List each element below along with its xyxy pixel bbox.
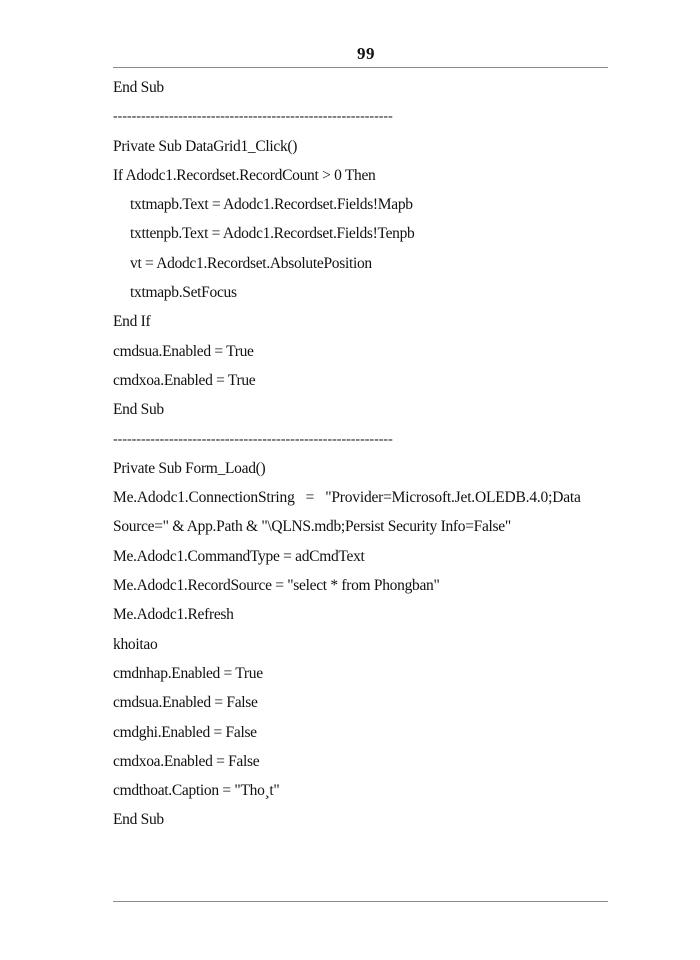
code-line: vt = Adodc1.Recordset.AbsolutePosition: [130, 254, 372, 272]
code-line: cmdnhap.Enabled = True: [113, 664, 263, 682]
code-line: Me.Adodc1.CommandType = adCmdText: [113, 547, 365, 565]
code-line: cmdxoa.Enabled = False: [113, 752, 260, 770]
code-line: Me.Adodc1.Refresh: [113, 606, 234, 624]
code-line: Private Sub Form_Load(): [113, 459, 266, 477]
separator-line: ------------------------------------------------------------: [113, 431, 393, 447]
code-line: Private Sub DataGrid1_Click(): [113, 137, 298, 155]
code-line: cmdthoat.Caption = "Tho¸t": [113, 782, 280, 800]
code-line: cmdghi.Enabled = False: [113, 723, 257, 741]
code-line: If Adodc1.Recordset.RecordCount > 0 Then: [113, 166, 376, 184]
code-line: Source=" & App.Path & "\QLNS.mdb;Persist Security Info=False": [113, 518, 511, 536]
code-line: End Sub: [113, 79, 164, 96]
separator-line: ------------------------------------------------------------: [113, 109, 393, 125]
code-line: txtmapb.SetFocus: [130, 284, 237, 302]
code-line: cmdsua.Enabled = True: [113, 342, 254, 360]
code-line: End Sub: [113, 401, 164, 419]
code-line: End Sub: [113, 811, 164, 829]
code-line: cmdxoa.Enabled = True: [113, 371, 256, 389]
code-line: Me.Adodc1.ConnectionString = "Provider=Microsoft.Jet.OLEDB.4.0;Data: [113, 489, 581, 507]
code-line: cmdsua.Enabled = False: [113, 694, 258, 712]
code-line: khoitao: [113, 635, 158, 653]
page-number: 99: [357, 44, 375, 63]
header-rule: [113, 67, 608, 68]
code-line: Me.Adodc1.RecordSource = "select * from Phongban": [113, 577, 440, 595]
code-line: txtmapb.Text = Adodc1.Recordset.Fields!Mapb: [130, 196, 413, 214]
code-listing: [113, 76, 653, 838]
code-line: txttenpb.Text = Adodc1.Recordset.Fields!Tenpb: [130, 225, 415, 243]
footer-rule: [113, 901, 608, 902]
code-line: End If: [113, 313, 151, 331]
